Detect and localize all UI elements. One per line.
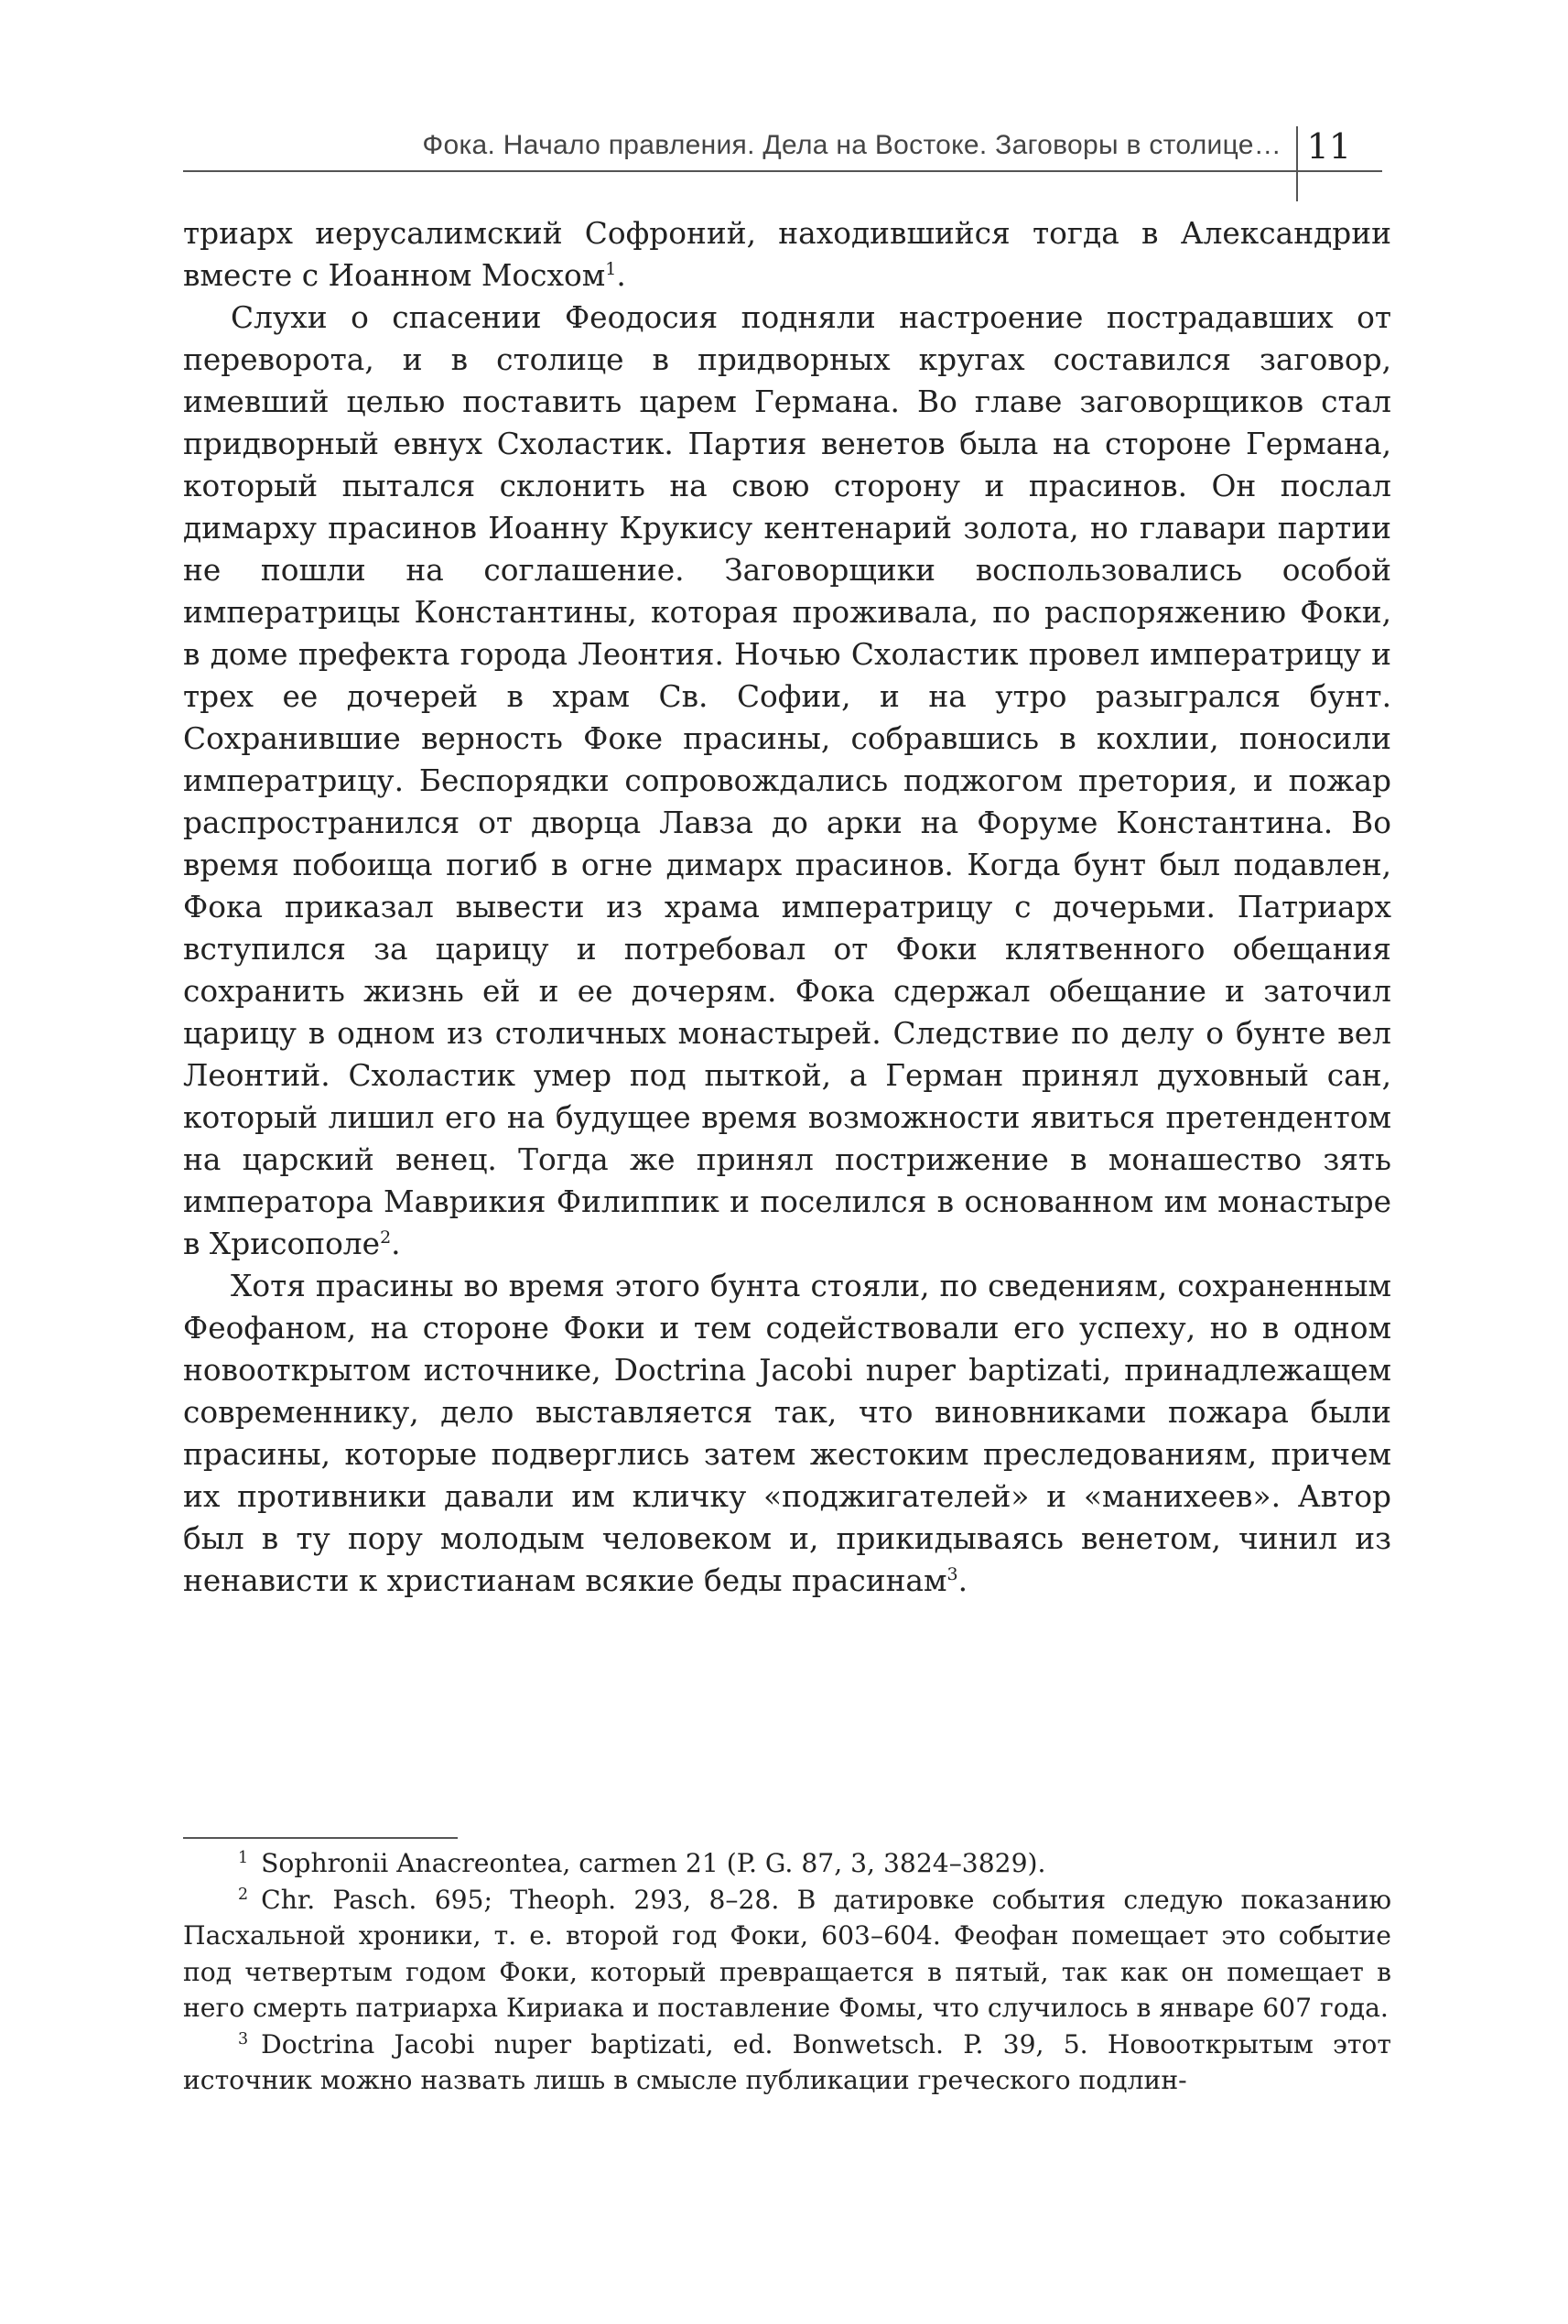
footnote-number: 3 <box>238 2029 249 2048</box>
footnote-divider <box>183 1837 458 1839</box>
footnote <box>183 1845 1391 1882</box>
footnote-number: 1 <box>238 1849 249 1868</box>
footnote-ref: 2 <box>380 1227 392 1248</box>
footnote-ref: 3 <box>946 1564 958 1585</box>
paragraph-tail: . <box>391 1227 401 1261</box>
paragraph-tail: . <box>616 258 626 293</box>
footnote <box>183 1882 1391 2027</box>
header-divider <box>1296 126 1298 201</box>
paragraph <box>183 297 1391 1265</box>
paragraph-text: триарх иерусалимский Софроний, находившийся тогда в Александрии вместе с Иоанном Мосхом <box>183 216 1391 293</box>
paragraph <box>183 212 1391 297</box>
footnote-text: Chr. Pasch. 695; Theoph. 293, 8–28. В датировке события следую показанию Пасхальной хроники, т. е. второй год Фоки, 603–604. Феофан помещает это событие под четвертым годом Фоки, который превращается в пятый, так как он помещает в него смерть патриарха Кириака и поставление Фомы, что случилось в январе 607 года. <box>183 1884 1391 2023</box>
paragraph-tail: . <box>957 1563 968 1598</box>
page-number: 11 <box>1306 126 1351 167</box>
paragraph-text: Слухи о спасении Феодосия подняли настроение пострадавших от переворота, и в столице в придворных кругах составился заговор, имевший целью поставить царем Германа. Во главе заговорщиков стал придворный евнух Схоластик. Партия венетов была на стороне Германа, который пытался склонить на свою сторону и прасинов. Он послал димарху прасинов Иоанну Крукису кентенарий золота, но главари партии не пошли на соглашение. Заговорщики воспользовались особой императрицы Константины, которая проживала, по распоряжению Фоки, в доме префекта города Леонтия. Ночью Схоластик провел императрицу и трех ее дочерей в храм Св. Софии, и на утро разыгрался бунт. Сохранившие верность Фоке прасины, собравшись в кохлии, поносили императрицу. Беспорядки сопровождались поджогом претория, и пожар распространился от дворца Лавза до арки на Форуме Константина. Во время побоища погиб в огне димарх прасинов. Когда бунт был подавлен, Фока приказал вывести из храма императрицу с дочерьми. Патриарх вступился за царицу и потребовал от Фоки клятвенного обещания сохранить жизнь ей и ее дочерям. Фока сдержал обещание и заточил царицу в одном из столичных монастырей. Следствие по делу о бунте вел Леонтий. Схоластик умер под пыткой, а Герман принял духовный сан, который лишил его на будущее время возможности явиться претендентом на царский венец. Тогда же принял пострижение в монашество зять императора Маврикия Филиппик и поселился в основанном им монастыре в Хрисополе <box>183 300 1391 1261</box>
footnote-number: 2 <box>238 1885 249 1904</box>
running-header <box>183 126 1382 172</box>
paragraph <box>183 1265 1391 1602</box>
main-text <box>183 212 1391 1602</box>
footnote-text: Sophronii Anacreontea, carmen 21 (P. G. 87, 3, 3824–3829). <box>261 1848 1046 1878</box>
footnote-text: Doctrina Jacobi nuper baptizati, ed. Bonwetsch. P. 39, 5. Новооткрытым этот источник можно назвать лишь в смысле публикации греческого подлин- <box>183 2028 1391 2095</box>
running-title: Фока. Начало правления. Дела на Востоке. Заговоры в столице… <box>422 130 1281 160</box>
paragraph-text: Хотя прасины во время этого бунта стояли, по сведениям, сохраненным Феофаном, на стороне Фоки и тем содействовали его успеху, но в одном новооткрытом источнике, Doctrina Jacobi nuper baptizati, принадлежащем современнику, дело выставляется так, что виновниками пожара были прасины, которые подверглись затем жестоким преследованиям, причем их противники давали им кличку «поджигателей» и «манихеев». Автор был в ту пору молодым человеком и, прикидываясь венетом, чинил из ненависти к христианам всякие беды прасинам <box>183 1269 1391 1598</box>
footnote-ref: 1 <box>605 259 617 280</box>
footnotes <box>183 1845 1391 2099</box>
footnote <box>183 2027 1391 2099</box>
